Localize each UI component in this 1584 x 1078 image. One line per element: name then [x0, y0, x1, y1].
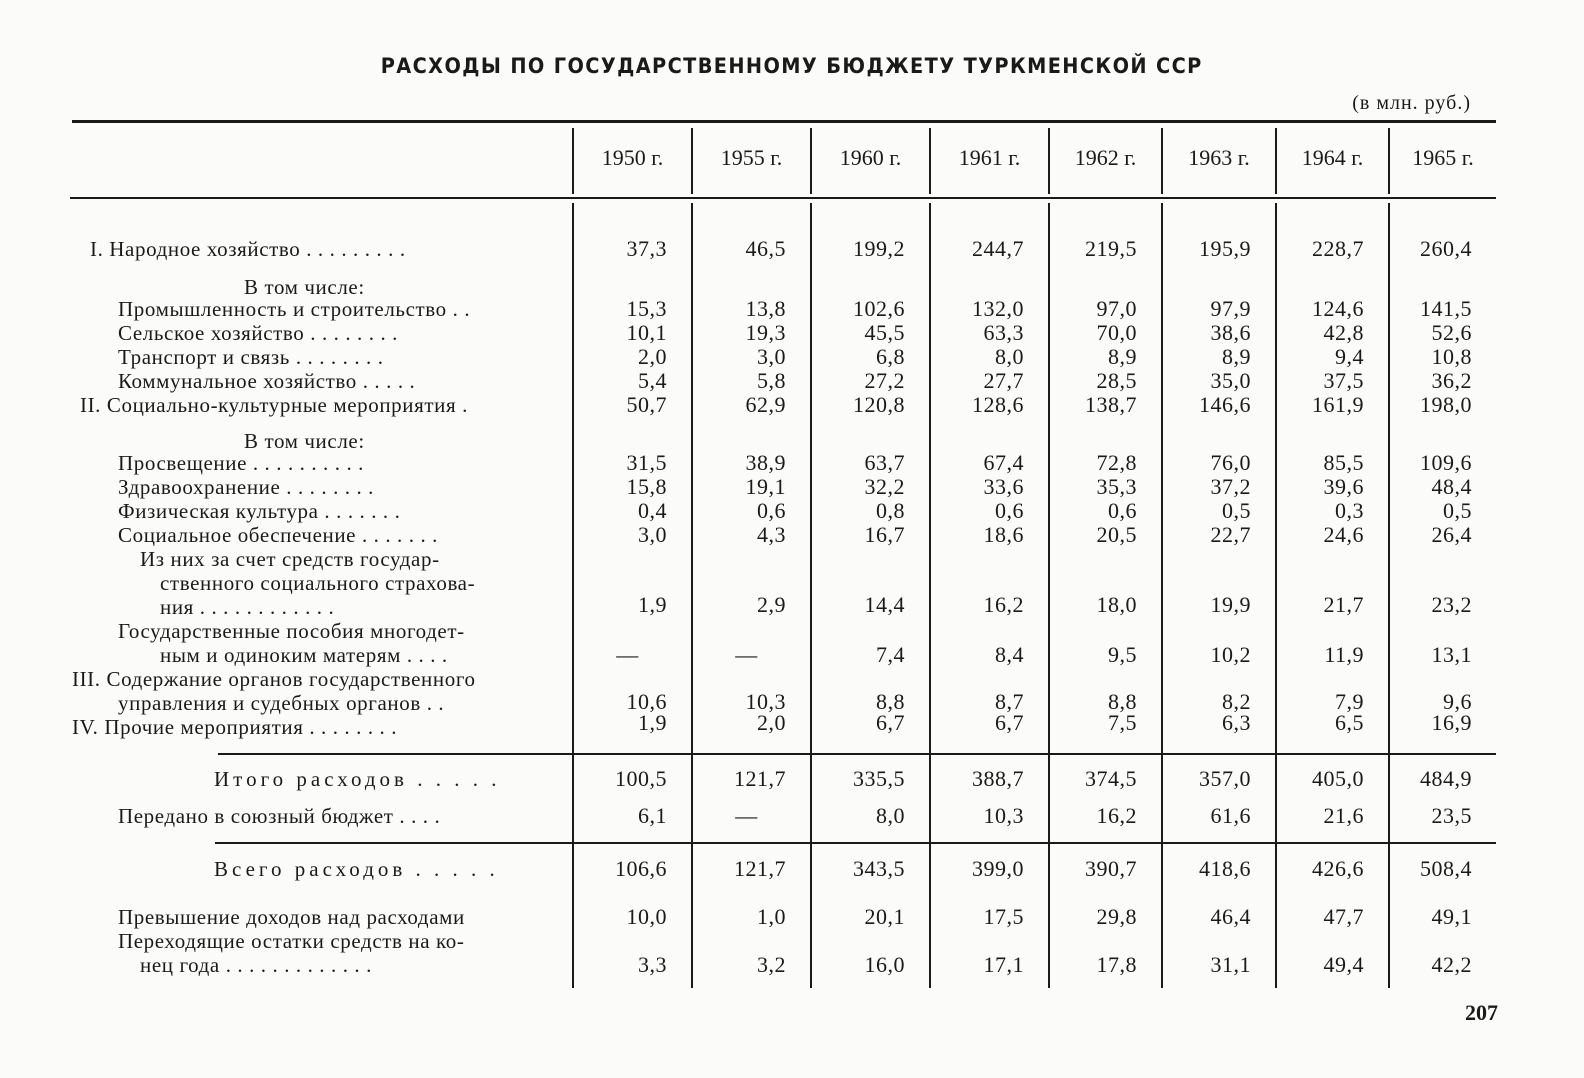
- cell-value: 357,0: [1199, 766, 1251, 791]
- cell-value: 7,9: [1335, 689, 1364, 714]
- cell-value: 63,7: [864, 450, 905, 475]
- cell-value: 244,7: [972, 236, 1024, 261]
- cell-value: 508,4: [1420, 856, 1472, 881]
- cell-value: 3,0: [757, 344, 786, 369]
- cell-value: 76,0: [1210, 450, 1251, 475]
- cell-value: 3,2: [757, 952, 786, 977]
- cell-value: 199,2: [853, 236, 905, 261]
- row-label: I. Народное хозяйство . . . . . . . . .: [90, 237, 406, 261]
- cell-value: 17,1: [983, 952, 1024, 977]
- column-header: 1964 г.: [1301, 145, 1364, 170]
- cell-value: 32,2: [864, 474, 905, 499]
- cell-value: 31,1: [1210, 952, 1251, 977]
- cell-value: 31,5: [626, 450, 667, 475]
- row-label: Социальное обеспечение . . . . . . .: [118, 523, 438, 547]
- cell-value: 22,7: [1210, 522, 1251, 547]
- row-label: IV. Прочие мероприятия . . . . . . . .: [72, 715, 398, 739]
- column-header: 1965 г.: [1412, 145, 1474, 170]
- cell-value: 8,0: [995, 344, 1024, 369]
- cell-value: 10,3: [745, 689, 786, 714]
- cell-value: —: [735, 803, 758, 828]
- cell-value: 47,7: [1323, 904, 1364, 929]
- cell-value: 3,0: [638, 522, 667, 547]
- cell-value: 16,9: [1431, 710, 1472, 735]
- table-title-text: РАСХОДЫ ПО ГОСУДАРСТВЕННОМУ БЮДЖЕТУ ТУРКМЕНСКОЙ ССР: [381, 54, 1203, 78]
- cell-value: 0,6: [1108, 498, 1137, 523]
- cell-value: 2,9: [757, 592, 786, 617]
- cell-value: 260,4: [1420, 236, 1472, 261]
- cell-value: 20,5: [1096, 522, 1137, 547]
- cell-value: 50,7: [626, 392, 667, 417]
- cell-value: 19,3: [745, 320, 786, 345]
- cell-value: 14,4: [864, 592, 905, 617]
- cell-value: 121,7: [734, 766, 786, 791]
- cell-value: 16,0: [864, 952, 905, 977]
- row-label: Промышленность и строительство . .: [118, 297, 471, 321]
- row-label: Государственные пособия многодет-: [118, 619, 465, 643]
- cell-value: 15,8: [626, 474, 667, 499]
- cell-value: 121,7: [734, 856, 786, 881]
- cell-value: 46,4: [1210, 904, 1251, 929]
- row-label: Сельское хозяйство . . . . . . . .: [118, 321, 398, 345]
- cell-value: 5,4: [638, 368, 667, 393]
- cell-value: 11,9: [1324, 642, 1364, 667]
- cell-value: 52,6: [1431, 320, 1472, 345]
- cell-value: 38,6: [1210, 320, 1251, 345]
- top-rule: [72, 120, 1496, 123]
- cell-value: 8,4: [995, 642, 1024, 667]
- row-label: Здравоохранение . . . . . . . .: [118, 475, 375, 499]
- cell-value: 10,3: [983, 803, 1024, 828]
- header-bottom-rule: [70, 197, 1496, 199]
- cell-value: 97,9: [1210, 296, 1251, 321]
- cell-value: 10,6: [626, 689, 667, 714]
- cell-value: 198,0: [1420, 392, 1472, 417]
- cell-value: 13,8: [745, 296, 786, 321]
- cell-value: 484,9: [1420, 766, 1472, 791]
- cell-value: 26,4: [1431, 522, 1472, 547]
- cell-value: 1,9: [638, 710, 667, 735]
- row-label: нец года . . . . . . . . . . . . .: [140, 953, 372, 977]
- cell-value: 388,7: [972, 766, 1024, 791]
- cell-value: 6,8: [876, 344, 905, 369]
- cell-value: 39,6: [1323, 474, 1364, 499]
- row-label: III. Содержание органов государственного: [72, 667, 476, 691]
- cell-value: 29,8: [1096, 904, 1137, 929]
- cell-value: 8,2: [1222, 689, 1251, 714]
- cell-value: 132,0: [972, 296, 1024, 321]
- cell-value: 9,4: [1335, 344, 1364, 369]
- cell-value: 36,2: [1431, 368, 1472, 393]
- cell-value: 405,0: [1312, 766, 1364, 791]
- cell-value: 38,9: [745, 450, 786, 475]
- cell-value: 20,1: [864, 904, 905, 929]
- column-header: 1961 г.: [958, 145, 1021, 170]
- row-label: Всего расходов . . . . .: [214, 857, 499, 881]
- cell-value: 18,6: [983, 522, 1024, 547]
- cell-value: 418,6: [1199, 856, 1251, 881]
- row-label: Физическая культура . . . . . . .: [118, 499, 401, 523]
- cell-value: 8,9: [1108, 344, 1137, 369]
- row-label: В том числе:: [244, 429, 365, 453]
- cell-value: 7,5: [1108, 710, 1137, 735]
- cell-value: 17,5: [983, 904, 1024, 929]
- cell-value: 19,1: [745, 474, 786, 499]
- cell-value: 2,0: [757, 710, 786, 735]
- cell-value: 35,0: [1210, 368, 1251, 393]
- cell-value: 33,6: [983, 474, 1024, 499]
- cell-value: 97,0: [1096, 296, 1137, 321]
- cell-value: 8,9: [1222, 344, 1251, 369]
- cell-value: 21,7: [1323, 592, 1364, 617]
- total-rule: [215, 842, 1496, 844]
- cell-value: 8,8: [876, 689, 905, 714]
- page-number: 207: [1465, 1000, 1498, 1025]
- cell-value: 63,3: [983, 320, 1024, 345]
- cell-value: 10,1: [626, 320, 667, 345]
- cell-value: 2,0: [638, 344, 667, 369]
- subtotal-rule: [218, 753, 1496, 755]
- cell-value: 219,5: [1085, 236, 1137, 261]
- cell-value: 374,5: [1085, 766, 1137, 791]
- cell-value: 16,2: [983, 592, 1024, 617]
- cell-value: 6,1: [638, 803, 667, 828]
- cell-value: 6,7: [995, 710, 1024, 735]
- row-label: ственного социального страхова-: [160, 571, 476, 595]
- cell-value: 17,8: [1096, 952, 1137, 977]
- cell-value: 37,3: [626, 236, 667, 261]
- row-label: Итого расходов . . . . .: [214, 767, 501, 791]
- cell-value: 24,6: [1323, 522, 1364, 547]
- cell-value: 0,5: [1222, 498, 1251, 523]
- cell-value: 27,2: [864, 368, 905, 393]
- cell-value: 0,3: [1335, 498, 1364, 523]
- cell-value: 13,1: [1431, 642, 1472, 667]
- cell-value: 37,5: [1323, 368, 1364, 393]
- row-label: ния . . . . . . . . . . . .: [160, 595, 335, 619]
- cell-value: 8,8: [1108, 689, 1137, 714]
- row-label: ным и одиноким матерям . . . .: [160, 643, 448, 667]
- row-label: II. Социально-культурные мероприятия .: [80, 393, 468, 417]
- cell-value: 6,7: [876, 710, 905, 735]
- cell-value: 10,8: [1431, 344, 1472, 369]
- cell-value: 85,5: [1323, 450, 1364, 475]
- cell-value: 46,5: [745, 236, 786, 261]
- cell-value: 28,5: [1096, 368, 1137, 393]
- cell-value: 45,5: [864, 320, 905, 345]
- cell-value: 0,6: [757, 498, 786, 523]
- cell-value: 21,6: [1323, 803, 1364, 828]
- cell-value: 48,4: [1431, 474, 1472, 499]
- cell-value: 109,6: [1420, 450, 1472, 475]
- column-header: 1963 г.: [1188, 145, 1250, 170]
- cell-value: 37,2: [1210, 474, 1251, 499]
- row-label: Транспорт и связь . . . . . . . .: [118, 345, 384, 369]
- row-label: Переходящие остатки средств на ко-: [118, 929, 465, 953]
- row-label: Просвещение . . . . . . . . . .: [118, 451, 365, 475]
- cell-value: 426,6: [1312, 856, 1364, 881]
- cell-value: 0,8: [876, 498, 905, 523]
- cell-value: 390,7: [1085, 856, 1137, 881]
- row-label: Коммунальное хозяйство . . . . .: [118, 369, 416, 393]
- cell-value: 120,8: [853, 392, 905, 417]
- cell-value: 70,0: [1096, 320, 1137, 345]
- cell-value: —: [616, 642, 639, 667]
- column-header: 1962 г.: [1074, 145, 1137, 170]
- cell-value: 49,1: [1431, 904, 1472, 929]
- cell-value: 9,6: [1443, 689, 1472, 714]
- column-header: 1960 г.: [839, 145, 902, 170]
- row-label: В том числе:: [244, 275, 365, 299]
- cell-value: 27,7: [983, 368, 1024, 393]
- cell-value: 42,8: [1323, 320, 1364, 345]
- cell-value: 195,9: [1199, 236, 1251, 261]
- row-label: Передано в союзный бюджет . . . .: [118, 804, 441, 828]
- cell-value: 18,0: [1096, 592, 1137, 617]
- cell-value: 61,6: [1210, 803, 1251, 828]
- cell-value: 138,7: [1085, 392, 1137, 417]
- units-note: (в млн. руб.): [1352, 92, 1471, 114]
- cell-value: 399,0: [972, 856, 1024, 881]
- cell-value: 62,9: [745, 392, 786, 417]
- cell-value: 42,2: [1431, 952, 1472, 977]
- row-label: Из них за счет средств государ-: [140, 547, 440, 571]
- cell-value: 106,6: [615, 856, 667, 881]
- cell-value: 49,4: [1323, 952, 1364, 977]
- column-header: 1955 г.: [720, 145, 783, 170]
- cell-value: 6,5: [1335, 710, 1364, 735]
- cell-value: 343,5: [853, 856, 905, 881]
- table-title: [0, 54, 1584, 78]
- cell-value: 335,5: [853, 766, 905, 791]
- cell-value: 35,3: [1096, 474, 1137, 499]
- cell-value: 10,0: [626, 904, 667, 929]
- cell-value: 1,9: [638, 592, 667, 617]
- cell-value: 10,2: [1210, 642, 1251, 667]
- cell-value: 19,9: [1210, 592, 1251, 617]
- cell-value: 8,7: [995, 689, 1024, 714]
- cell-value: 67,4: [983, 450, 1024, 475]
- cell-value: 16,2: [1096, 803, 1137, 828]
- cell-value: 124,6: [1312, 296, 1364, 321]
- cell-value: 23,5: [1431, 803, 1472, 828]
- cell-value: 16,7: [864, 522, 905, 547]
- cell-value: 15,3: [626, 296, 667, 321]
- cell-value: —: [735, 642, 758, 667]
- cell-value: 5,8: [757, 368, 786, 393]
- column-header: 1950 г.: [601, 145, 664, 170]
- cell-value: 72,8: [1096, 450, 1137, 475]
- cell-value: 3,3: [638, 952, 667, 977]
- cell-value: 4,3: [757, 522, 786, 547]
- cell-value: 228,7: [1312, 236, 1364, 261]
- cell-value: 23,2: [1431, 592, 1472, 617]
- cell-value: 141,5: [1420, 296, 1472, 321]
- cell-value: 7,4: [876, 642, 905, 667]
- cell-value: 0,6: [995, 498, 1024, 523]
- row-label: управления и судебных органов . .: [118, 691, 445, 715]
- cell-value: 1,0: [757, 904, 786, 929]
- cell-value: 128,6: [972, 392, 1024, 417]
- cell-value: 8,0: [876, 803, 905, 828]
- cell-value: 102,6: [853, 296, 905, 321]
- cell-value: 9,5: [1108, 642, 1137, 667]
- cell-value: 161,9: [1312, 392, 1364, 417]
- cell-value: 100,5: [615, 766, 667, 791]
- row-label: Превышение доходов над расходами: [118, 905, 465, 929]
- cell-value: 6,3: [1222, 710, 1251, 735]
- cell-value: 0,4: [638, 498, 667, 523]
- cell-value: 0,5: [1443, 498, 1472, 523]
- cell-value: 146,6: [1199, 392, 1251, 417]
